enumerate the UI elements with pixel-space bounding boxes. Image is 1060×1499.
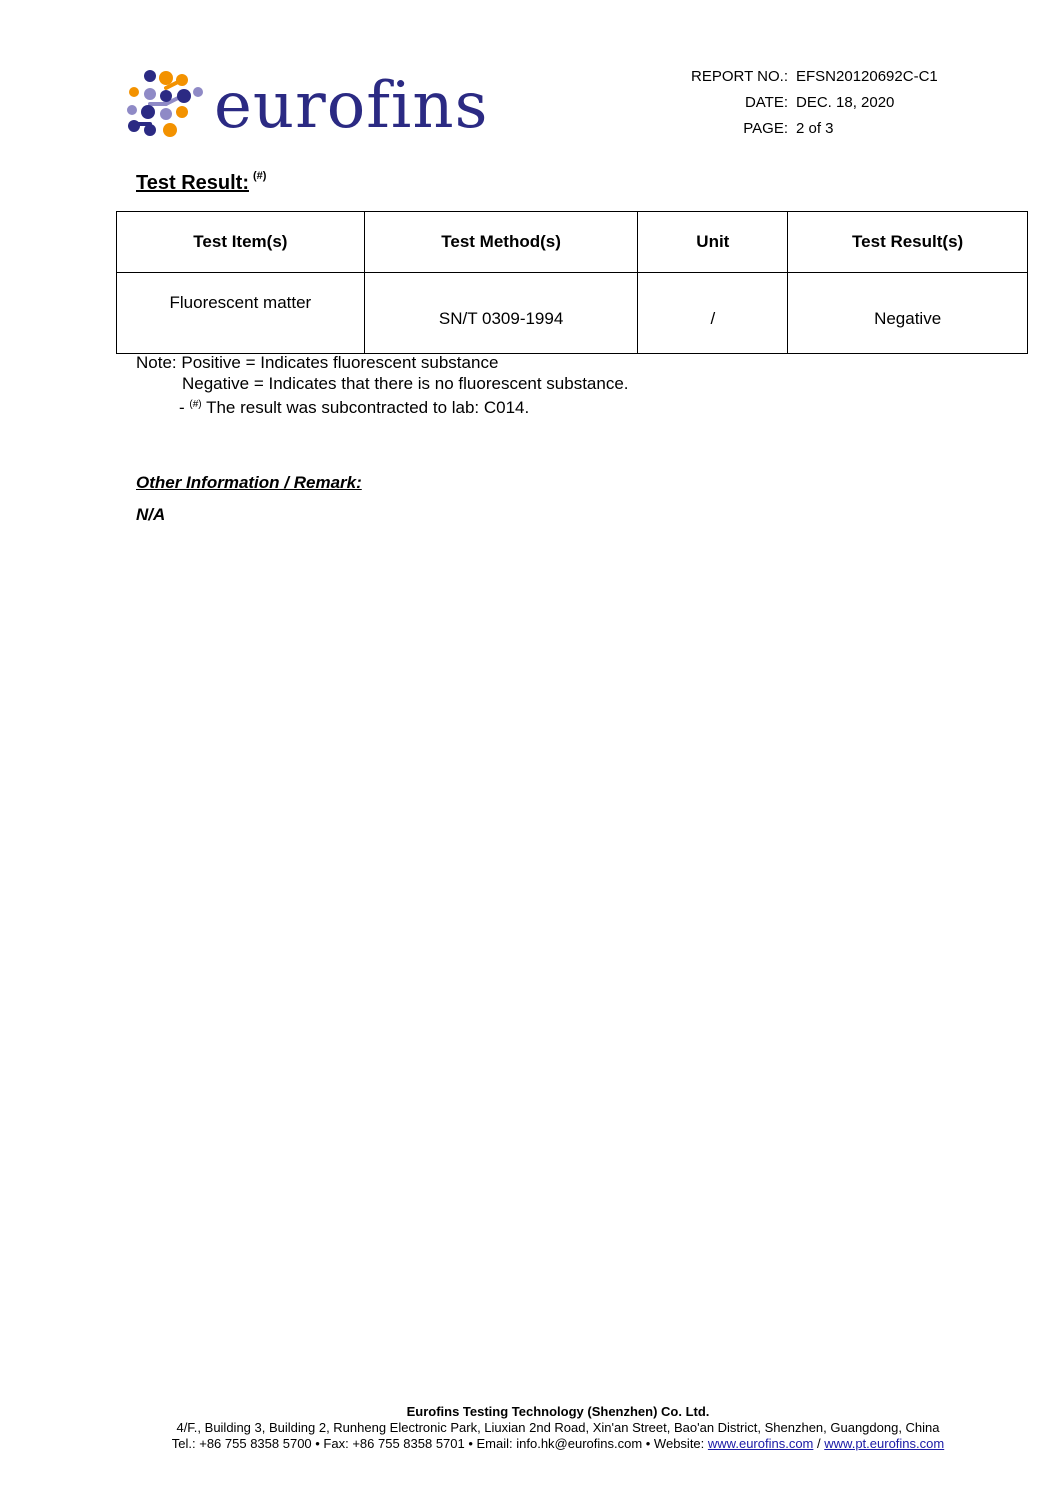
subcontract-mark: (#): [252, 170, 267, 182]
header-test-method: Test Method(s): [364, 212, 638, 273]
other-information-title: Other Information / Remark:: [136, 473, 362, 492]
header-test-result: Test Result(s): [788, 212, 1028, 273]
cell-test-method: SN/T 0309-1994: [364, 273, 638, 354]
test-result-title-text: Test Result:: [136, 172, 249, 194]
logo-wordmark: eurofins: [214, 69, 489, 143]
cell-unit: /: [638, 273, 788, 354]
eurofins-logo: [124, 66, 494, 142]
note-line-3-prefix: -: [179, 398, 185, 417]
table-row: [117, 273, 1028, 354]
report-no-label: REPORT NO.:: [691, 68, 788, 85]
website-link-eurofins[interactable]: www.eurofins.com: [707, 1436, 814, 1451]
website-link-pt-eurofins[interactable]: www.pt.eurofins.com: [824, 1436, 945, 1451]
cell-test-result: Negative: [788, 273, 1028, 354]
page-label: PAGE:: [743, 120, 788, 137]
table-header-row: [117, 212, 1028, 273]
footer-contact-text: Tel.: +86 755 8358 5700 • Fax: +86 755 8358 5701 • Email: info.hk@eurofins.com • Website:: [171, 1436, 705, 1451]
report-no-value: EFSN20120692C-C1: [796, 68, 938, 85]
test-result-title: [136, 170, 266, 195]
footer-link-separator: /: [817, 1436, 821, 1451]
note-line-1: Note: Positive = Indicates fluorescent substance: [136, 353, 499, 372]
result-table: [116, 211, 1028, 354]
footer-company: Eurofins Testing Technology (Shenzhen) Co. Ltd.: [406, 1404, 710, 1419]
footer-address: 4/F., Building 3, Building 2, Runheng Electronic Park, Liuxian 2nd Road, Xin'an Street, Bao'an District, Shenzhen, Guangdong, China: [176, 1420, 940, 1435]
header-test-item: Test Item(s): [117, 212, 365, 273]
header-unit: Unit: [638, 212, 788, 273]
note-line-3: [179, 394, 529, 418]
note-line-3-text: The result was subcontracted to lab: C014.: [206, 398, 530, 417]
cell-test-item: Fluorescent matter: [117, 273, 365, 354]
other-information-value: N/A: [136, 505, 166, 524]
date-label: DATE:: [744, 94, 788, 111]
date-value: DEC. 18, 2020: [796, 94, 895, 111]
eurofins-dots-icon: [124, 66, 208, 142]
note-line-3-mark: (#): [189, 399, 202, 410]
footer-contact: [0, 1436, 1060, 1452]
page-value: 2 of 3: [796, 120, 834, 137]
note-line-2: Negative = Indicates that there is no fluorescent substance.: [182, 374, 629, 393]
